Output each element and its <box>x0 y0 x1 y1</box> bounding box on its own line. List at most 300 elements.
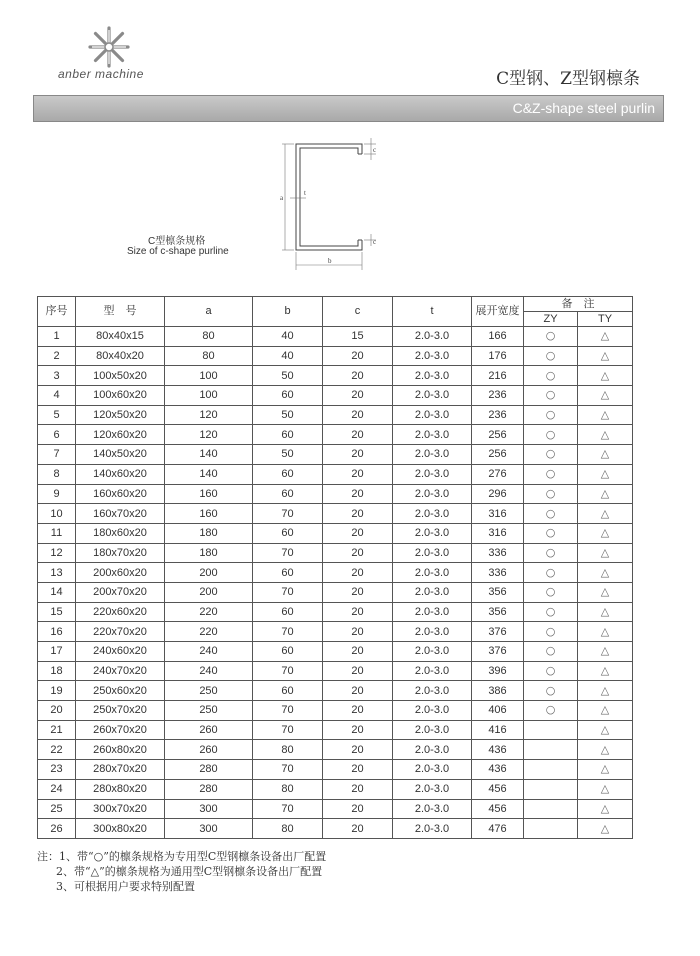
table-body <box>38 327 633 839</box>
cell-width: 356 <box>472 582 524 602</box>
triangle-icon: △ <box>600 486 610 500</box>
cell-c: 20 <box>323 563 393 583</box>
cell-c: 15 <box>323 327 393 347</box>
cell-t: 2.0-3.0 <box>393 622 472 642</box>
cell-c: 20 <box>323 445 393 465</box>
cell-model: 300x70x20 <box>76 799 165 819</box>
cell-no: 11 <box>38 523 76 543</box>
cell-b: 50 <box>253 405 323 425</box>
circle-icon: ○ <box>545 447 556 461</box>
cell-zy <box>524 602 578 622</box>
table-row <box>38 346 633 366</box>
table-row <box>38 622 633 642</box>
cell-b: 70 <box>253 720 323 740</box>
cell-b: 60 <box>253 523 323 543</box>
cell-c: 20 <box>323 720 393 740</box>
cell-c: 20 <box>323 425 393 445</box>
triangle-icon: △ <box>600 427 610 441</box>
cell-c: 20 <box>323 681 393 701</box>
cell-no: 14 <box>38 582 76 602</box>
cell-width: 436 <box>472 760 524 780</box>
notes-prefix: 注： <box>37 850 59 863</box>
cell-zy <box>524 819 578 839</box>
triangle-icon: △ <box>600 526 610 540</box>
cell-no: 25 <box>38 799 76 819</box>
cell-t: 2.0-3.0 <box>393 701 472 721</box>
cell-t: 2.0-3.0 <box>393 504 472 524</box>
cell-model: 200x70x20 <box>76 582 165 602</box>
cell-model: 280x70x20 <box>76 760 165 780</box>
triangle-icon: △ <box>600 585 610 599</box>
cell-width: 256 <box>472 425 524 445</box>
table-row <box>38 523 633 543</box>
cell-zy <box>524 405 578 425</box>
table-row <box>38 484 633 504</box>
cell-width: 396 <box>472 661 524 681</box>
triangle-icon: △ <box>600 644 610 658</box>
cell-t: 2.0-3.0 <box>393 386 472 406</box>
cell-c: 20 <box>323 484 393 504</box>
table-row <box>38 543 633 563</box>
cell-b: 60 <box>253 484 323 504</box>
cell-model: 180x70x20 <box>76 543 165 563</box>
circle-icon: ○ <box>545 368 556 382</box>
cell-zy <box>524 760 578 780</box>
cell-ty <box>578 622 633 642</box>
cell-zy <box>524 622 578 642</box>
note-item: 3、可根据用户要求特别配置 <box>56 880 195 893</box>
cell-ty <box>578 445 633 465</box>
dimension-t-label: t <box>304 189 306 197</box>
cell-c: 20 <box>323 701 393 721</box>
triangle-icon: △ <box>600 447 610 461</box>
dimension-a-label: a <box>280 194 284 202</box>
cell-a: 200 <box>165 582 253 602</box>
cell-a: 120 <box>165 405 253 425</box>
cell-b: 60 <box>253 642 323 662</box>
cell-c: 20 <box>323 346 393 366</box>
table-row <box>38 740 633 760</box>
diagram-caption-cn: C型檩条规格 <box>148 236 206 247</box>
diagram-caption-en: Size of c-shape purline <box>127 246 229 257</box>
cell-a: 280 <box>165 779 253 799</box>
triangle-icon: △ <box>600 565 610 579</box>
cell-model: 160x70x20 <box>76 504 165 524</box>
cell-ty <box>578 405 633 425</box>
table-row <box>38 760 633 780</box>
cell-t: 2.0-3.0 <box>393 366 472 386</box>
cell-t: 2.0-3.0 <box>393 543 472 563</box>
circle-icon: ○ <box>545 703 556 717</box>
cell-c: 20 <box>323 582 393 602</box>
cell-t: 2.0-3.0 <box>393 445 472 465</box>
cell-model: 220x70x20 <box>76 622 165 642</box>
page-title: C型钢、Z型钢檩条 <box>496 69 640 89</box>
triangle-icon: △ <box>600 545 610 559</box>
cell-c: 20 <box>323 819 393 839</box>
cell-a: 80 <box>165 327 253 347</box>
cell-c: 20 <box>323 504 393 524</box>
cell-t: 2.0-3.0 <box>393 642 472 662</box>
cell-a: 180 <box>165 543 253 563</box>
cell-a: 120 <box>165 425 253 445</box>
table-row <box>38 582 633 602</box>
cell-zy <box>524 799 578 819</box>
cell-no: 21 <box>38 720 76 740</box>
cell-b: 60 <box>253 464 323 484</box>
table-row <box>38 779 633 799</box>
cell-b: 70 <box>253 760 323 780</box>
header-b: b <box>253 297 323 327</box>
cell-width: 386 <box>472 681 524 701</box>
header-ty: TY <box>578 312 633 327</box>
table-row <box>38 445 633 465</box>
cell-c: 20 <box>323 740 393 760</box>
cell-zy <box>524 740 578 760</box>
cell-b: 70 <box>253 799 323 819</box>
cell-model: 100x60x20 <box>76 386 165 406</box>
triangle-icon: △ <box>600 801 610 815</box>
cell-width: 336 <box>472 543 524 563</box>
circle-icon: ○ <box>545 604 556 618</box>
cell-zy <box>524 681 578 701</box>
header-model: 型 号 <box>76 297 165 327</box>
cell-zy <box>524 445 578 465</box>
circle-icon: ○ <box>545 349 556 363</box>
cell-model: 140x50x20 <box>76 445 165 465</box>
cell-no: 15 <box>38 602 76 622</box>
cell-t: 2.0-3.0 <box>393 346 472 366</box>
cell-no: 26 <box>38 819 76 839</box>
notes <box>37 849 326 894</box>
cell-no: 24 <box>38 779 76 799</box>
cell-c: 20 <box>323 779 393 799</box>
cell-no: 20 <box>38 701 76 721</box>
cell-ty <box>578 779 633 799</box>
cell-zy <box>524 701 578 721</box>
triangle-icon: △ <box>600 368 610 382</box>
cell-width: 256 <box>472 445 524 465</box>
cell-ty <box>578 819 633 839</box>
header-remarks: 备 注 <box>524 297 633 312</box>
cell-no: 23 <box>38 760 76 780</box>
cell-a: 240 <box>165 661 253 681</box>
table-row <box>38 327 633 347</box>
cell-no: 22 <box>38 740 76 760</box>
triangle-icon: △ <box>600 782 610 796</box>
cell-width: 236 <box>472 386 524 406</box>
cell-ty <box>578 582 633 602</box>
circle-icon: ○ <box>545 545 556 559</box>
cell-width: 376 <box>472 642 524 662</box>
cell-c: 20 <box>323 622 393 642</box>
table-row <box>38 425 633 445</box>
cell-b: 50 <box>253 366 323 386</box>
circle-icon: ○ <box>545 467 556 481</box>
cell-ty <box>578 760 633 780</box>
circle-icon: ○ <box>545 526 556 540</box>
cell-model: 220x60x20 <box>76 602 165 622</box>
cell-width: 316 <box>472 523 524 543</box>
cell-width: 296 <box>472 484 524 504</box>
dimension-c-top-label: c <box>373 146 377 154</box>
table-row <box>38 799 633 819</box>
cell-model: 120x50x20 <box>76 405 165 425</box>
dimension-c-bottom-label: c <box>373 238 377 246</box>
company-logo-icon <box>86 24 132 70</box>
cell-no: 18 <box>38 661 76 681</box>
circle-icon: ○ <box>545 565 556 579</box>
cell-t: 2.0-3.0 <box>393 720 472 740</box>
cell-b: 70 <box>253 543 323 563</box>
cell-b: 80 <box>253 819 323 839</box>
purlin-spec-table <box>37 296 633 839</box>
cell-width: 276 <box>472 464 524 484</box>
cell-a: 250 <box>165 681 253 701</box>
cell-zy <box>524 523 578 543</box>
cell-ty <box>578 799 633 819</box>
cell-no: 7 <box>38 445 76 465</box>
cell-zy <box>524 779 578 799</box>
cell-model: 140x60x20 <box>76 464 165 484</box>
triangle-icon: △ <box>600 506 610 520</box>
cell-no: 9 <box>38 484 76 504</box>
cell-c: 20 <box>323 386 393 406</box>
cell-c: 20 <box>323 366 393 386</box>
cell-a: 180 <box>165 523 253 543</box>
cell-width: 176 <box>472 346 524 366</box>
triangle-icon: △ <box>600 703 610 717</box>
cell-a: 300 <box>165 799 253 819</box>
cell-width: 456 <box>472 779 524 799</box>
c-shape-diagram <box>276 132 386 277</box>
cell-t: 2.0-3.0 <box>393 464 472 484</box>
cell-zy <box>524 464 578 484</box>
cell-model: 250x60x20 <box>76 681 165 701</box>
circle-icon: ○ <box>545 388 556 402</box>
cell-zy <box>524 366 578 386</box>
cell-width: 406 <box>472 701 524 721</box>
cell-b: 70 <box>253 582 323 602</box>
logo-text: anber machine <box>58 67 144 81</box>
cell-a: 300 <box>165 819 253 839</box>
cell-ty <box>578 642 633 662</box>
note-item: 1、带“○”的檩条规格为专用型C型钢檩条设备出厂配置 <box>59 850 327 863</box>
header-width: 展开宽度 <box>472 297 524 327</box>
table-row <box>38 602 633 622</box>
cell-c: 20 <box>323 602 393 622</box>
cell-zy <box>524 346 578 366</box>
circle-icon: ○ <box>545 408 556 422</box>
cell-ty <box>578 504 633 524</box>
table-row <box>38 819 633 839</box>
cell-no: 19 <box>38 681 76 701</box>
cell-c: 20 <box>323 799 393 819</box>
cell-a: 240 <box>165 642 253 662</box>
cell-t: 2.0-3.0 <box>393 779 472 799</box>
cell-c: 20 <box>323 642 393 662</box>
cell-b: 40 <box>253 346 323 366</box>
cell-b: 50 <box>253 445 323 465</box>
table-row <box>38 720 633 740</box>
cell-no: 17 <box>38 642 76 662</box>
triangle-icon: △ <box>600 349 610 363</box>
circle-icon: ○ <box>545 664 556 678</box>
cell-b: 60 <box>253 425 323 445</box>
cell-no: 4 <box>38 386 76 406</box>
cell-t: 2.0-3.0 <box>393 327 472 347</box>
table-row <box>38 642 633 662</box>
cell-zy <box>524 386 578 406</box>
triangle-icon: △ <box>600 467 610 481</box>
cell-t: 2.0-3.0 <box>393 582 472 602</box>
cell-t: 2.0-3.0 <box>393 819 472 839</box>
table-row <box>38 661 633 681</box>
cell-model: 160x60x20 <box>76 484 165 504</box>
cell-a: 100 <box>165 386 253 406</box>
cell-model: 100x50x20 <box>76 366 165 386</box>
cell-no: 8 <box>38 464 76 484</box>
cell-width: 216 <box>472 366 524 386</box>
cell-model: 260x70x20 <box>76 720 165 740</box>
triangle-icon: △ <box>600 742 610 756</box>
cell-t: 2.0-3.0 <box>393 760 472 780</box>
cell-c: 20 <box>323 523 393 543</box>
cell-b: 70 <box>253 504 323 524</box>
cell-t: 2.0-3.0 <box>393 661 472 681</box>
cell-zy <box>524 582 578 602</box>
triangle-icon: △ <box>600 762 610 776</box>
cell-ty <box>578 346 633 366</box>
cell-b: 60 <box>253 681 323 701</box>
cell-a: 80 <box>165 346 253 366</box>
cell-ty <box>578 464 633 484</box>
cell-t: 2.0-3.0 <box>393 563 472 583</box>
cell-zy <box>524 327 578 347</box>
table-row <box>38 386 633 406</box>
cell-no: 3 <box>38 366 76 386</box>
header-no: 序号 <box>38 297 76 327</box>
cell-b: 80 <box>253 740 323 760</box>
note-item: 2、带“△”的檩条规格为通用型C型钢檩条设备出厂配置 <box>56 865 323 878</box>
cell-t: 2.0-3.0 <box>393 799 472 819</box>
cell-b: 60 <box>253 602 323 622</box>
cell-no: 6 <box>38 425 76 445</box>
cell-c: 20 <box>323 661 393 681</box>
cell-t: 2.0-3.0 <box>393 523 472 543</box>
cell-width: 236 <box>472 405 524 425</box>
triangle-icon: △ <box>600 683 610 697</box>
triangle-icon: △ <box>600 664 610 678</box>
cell-ty <box>578 563 633 583</box>
circle-icon: ○ <box>545 585 556 599</box>
circle-icon: ○ <box>545 624 556 638</box>
cell-model: 80x40x15 <box>76 327 165 347</box>
circle-icon: ○ <box>545 427 556 441</box>
circle-icon: ○ <box>545 506 556 520</box>
cell-width: 436 <box>472 740 524 760</box>
table-row <box>38 701 633 721</box>
cell-a: 140 <box>165 445 253 465</box>
cell-a: 100 <box>165 366 253 386</box>
title-banner <box>33 95 664 122</box>
table-row <box>38 464 633 484</box>
triangle-icon: △ <box>600 624 610 638</box>
circle-icon: ○ <box>545 683 556 697</box>
cell-no: 10 <box>38 504 76 524</box>
dimension-b-label: b <box>328 257 332 265</box>
table-row <box>38 563 633 583</box>
cell-ty <box>578 366 633 386</box>
cell-b: 70 <box>253 701 323 721</box>
cell-a: 260 <box>165 720 253 740</box>
cell-ty <box>578 602 633 622</box>
cell-a: 260 <box>165 740 253 760</box>
cell-a: 220 <box>165 602 253 622</box>
banner-title: C&Z-shape steel purlin <box>512 100 655 116</box>
cell-model: 240x60x20 <box>76 642 165 662</box>
cell-model: 180x60x20 <box>76 523 165 543</box>
cell-c: 20 <box>323 464 393 484</box>
cell-ty <box>578 720 633 740</box>
triangle-icon: △ <box>600 821 610 835</box>
cell-model: 280x80x20 <box>76 779 165 799</box>
cell-zy <box>524 504 578 524</box>
cell-t: 2.0-3.0 <box>393 484 472 504</box>
cell-t: 2.0-3.0 <box>393 740 472 760</box>
cell-width: 456 <box>472 799 524 819</box>
table-row <box>38 681 633 701</box>
cell-b: 80 <box>253 779 323 799</box>
cell-t: 2.0-3.0 <box>393 425 472 445</box>
cell-a: 200 <box>165 563 253 583</box>
cell-a: 140 <box>165 464 253 484</box>
cell-b: 70 <box>253 622 323 642</box>
cell-a: 160 <box>165 504 253 524</box>
cell-ty <box>578 327 633 347</box>
cell-ty <box>578 386 633 406</box>
table-row <box>38 366 633 386</box>
cell-b: 60 <box>253 563 323 583</box>
cell-model: 260x80x20 <box>76 740 165 760</box>
cell-ty <box>578 661 633 681</box>
cell-no: 5 <box>38 405 76 425</box>
cell-ty <box>578 681 633 701</box>
cell-no: 13 <box>38 563 76 583</box>
cell-ty <box>578 740 633 760</box>
cell-zy <box>524 563 578 583</box>
cell-no: 2 <box>38 346 76 366</box>
header-zy: ZY <box>524 312 578 327</box>
cell-zy <box>524 484 578 504</box>
circle-icon: ○ <box>545 329 556 343</box>
cell-b: 60 <box>253 386 323 406</box>
cell-ty <box>578 523 633 543</box>
cell-zy <box>524 425 578 445</box>
cell-no: 16 <box>38 622 76 642</box>
cell-b: 40 <box>253 327 323 347</box>
triangle-icon: △ <box>600 408 610 422</box>
cell-c: 20 <box>323 543 393 563</box>
cell-width: 166 <box>472 327 524 347</box>
triangle-icon: △ <box>600 723 610 737</box>
cell-t: 2.0-3.0 <box>393 681 472 701</box>
cell-b: 70 <box>253 661 323 681</box>
cell-no: 1 <box>38 327 76 347</box>
cell-width: 316 <box>472 504 524 524</box>
cell-ty <box>578 425 633 445</box>
cell-a: 160 <box>165 484 253 504</box>
